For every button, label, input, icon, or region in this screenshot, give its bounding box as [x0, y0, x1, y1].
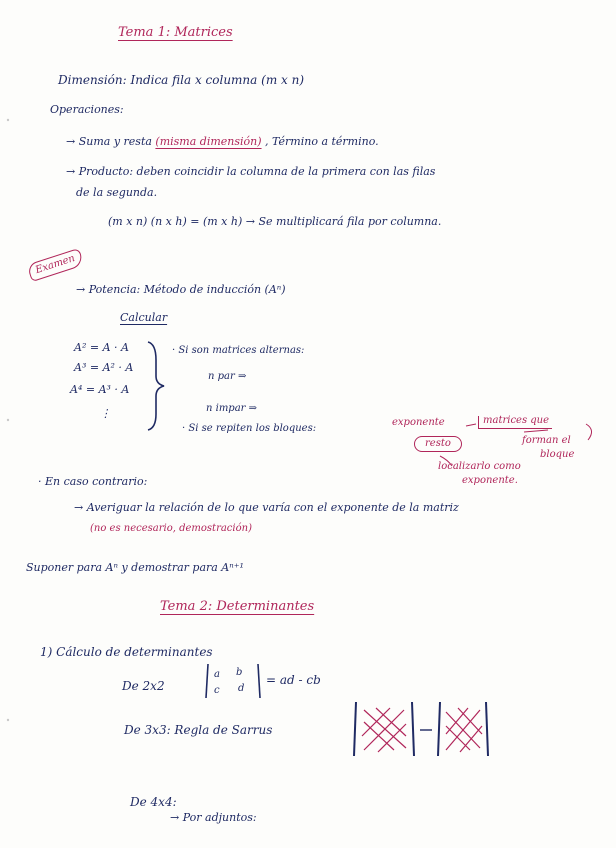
de-2x2-label: De 2x2: [122, 679, 165, 693]
suma-prefix: → Suma y resta: [66, 135, 152, 148]
producto-formula: (m x n) (n x h) = (m x h) → Se multiplicará fila por columna.: [108, 215, 442, 228]
det-b: b: [236, 667, 243, 678]
det-result: = ad - cb: [266, 673, 321, 687]
power-eq-3: A⁴ = A³ · A: [70, 383, 130, 396]
bloque-label: bloque: [540, 449, 575, 460]
tema2-title: Tema 2: Determinantes: [160, 599, 315, 614]
n-impar: n impar ⇒: [206, 403, 258, 414]
sarrus-diagram-1: [354, 702, 414, 756]
power-dots: ⋮: [100, 407, 111, 420]
item-1-heading: 1) Cálculo de determinantes: [40, 645, 213, 659]
n-par: n par ⇒: [208, 371, 247, 382]
exponente-label: exponente: [392, 417, 445, 428]
tema1-title: Tema 1: Matrices: [118, 25, 233, 40]
det-d: d: [238, 683, 245, 694]
exponente-2: exponente.: [462, 475, 518, 486]
producto-line-2: de la segunda.: [76, 186, 158, 199]
de-4x4-label: De 4x4:: [130, 795, 177, 809]
brace-stroke: [148, 342, 164, 430]
de-3x3-label: De 3x3: Regla de Sarrus: [124, 723, 273, 737]
det-c: c: [214, 685, 220, 696]
producto-line-1: → Producto: deben coincidir la columna de la primera con las filas: [66, 165, 436, 178]
matrices-que: matrices que: [478, 416, 552, 429]
potencia-line: → Potencia: Método de inducción (Aⁿ): [76, 283, 286, 296]
suma-suffix: , Término a término.: [265, 135, 379, 148]
resto-bubble: resto: [414, 436, 462, 452]
forman-el: forman el: [522, 435, 571, 446]
suma-paren: (misma dimensión): [155, 135, 262, 148]
power-eq-1: A² = A · A: [74, 341, 129, 354]
operaciones-heading: Operaciones:: [50, 103, 124, 116]
det-a: a: [214, 669, 220, 680]
adjuntos-line: → Por adjuntos:: [170, 811, 257, 824]
calcular-label: Calcular: [120, 311, 168, 324]
sarrus-diagram-2: [438, 702, 488, 756]
caso-contrario: · En caso contrario:: [38, 475, 148, 488]
averiguar-line: → Averiguar la relación de lo que varía con el exponente de la matriz: [74, 501, 459, 514]
localizarlo: localizarlo como: [438, 461, 521, 472]
power-eq-2: A³ = A² · A: [74, 361, 134, 374]
averiguar-note: (no es necesario, demostración): [90, 523, 252, 534]
examen-tag: Examen: [27, 248, 85, 282]
si-alternas: · Si son matrices alternas:: [172, 345, 305, 356]
dimension-line: Dimensión: Indica fila x columna (m x n): [58, 73, 304, 87]
si-repiten: · Si se repiten los bloques:: [182, 423, 317, 434]
suponer-line: Suponer para Aⁿ y demostrar para Aⁿ⁺¹: [26, 561, 244, 574]
